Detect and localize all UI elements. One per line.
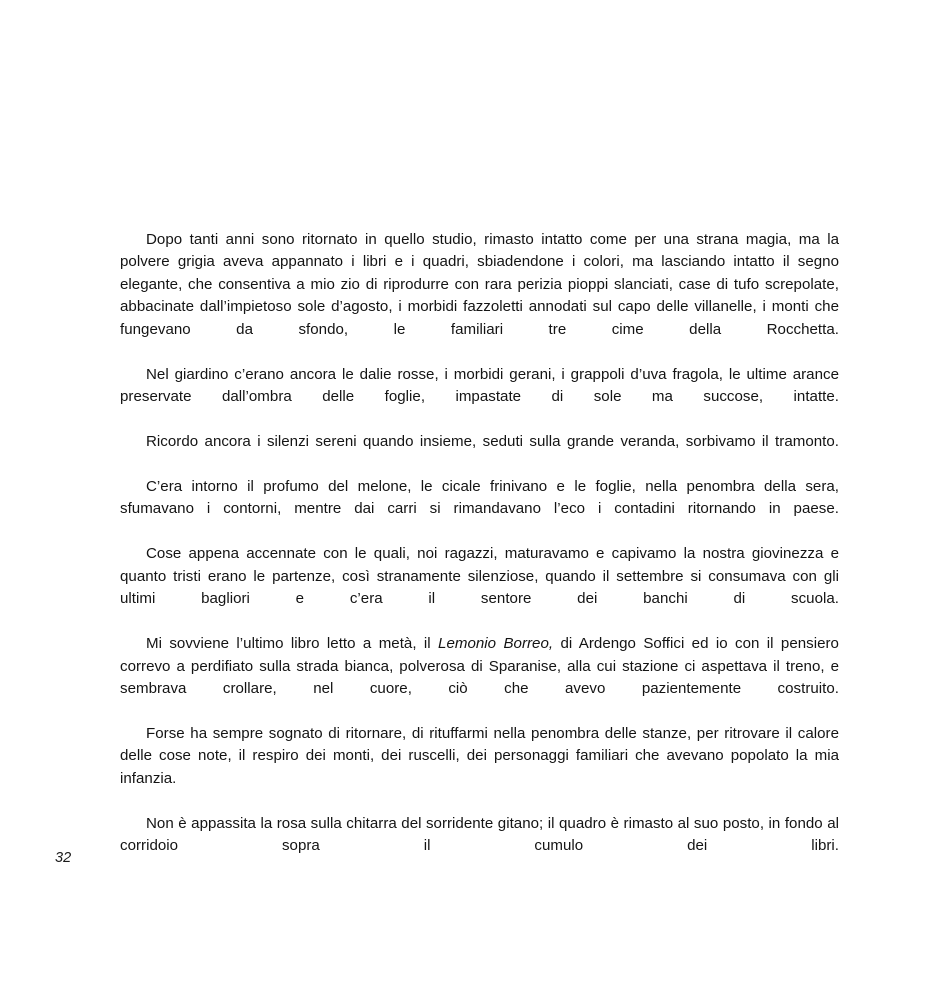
- page-number: 32: [55, 850, 72, 866]
- paragraph-6-lead-text: Mi sovviene l’ultimo libro letto a metà, il: [146, 635, 439, 653]
- paragraph-1: Dopo tanti anni sono ritornato in quello studio, rimasto intatto come per una strana magia, ma la polvere grigia aveva appannato i libri e i quadri, sbiadendone i colori, ma lasciando intatto il segno elegante, che consentiva a mio zio di riprodurre con rara perizia pioppi slanciati, case di tufo screpolate, abbacinate dall’impietoso sole d’agosto, i morbidi fazzoletti annodati sul capo delle villanelle, i monti che fungevano da sfondo, le familiari tre cime della Rocchetta.: [120, 231, 839, 338]
- page-text-block: [120, 229, 839, 880]
- paragraph-4: C’era intorno il profumo del melone, le cicale frinivano e le foglie, nella penombra della sera, sfumavano i contorni, mentre dai carri si rimandavano l’eco i contadini ritornando in paese.: [120, 477, 839, 518]
- book-title-lemonio-borreo: Lemonio Borreo,: [438, 635, 554, 653]
- paragraph-5: Cose appena accennate con le quali, noi ragazzi, maturavamo e capivamo la nostra giovinezza e quanto tristi erano le partenze, così stranamente silenziose, quando il settembre si consumava con gli ultimi bagliori e c’era il sentore dei banchi di scuola.: [120, 545, 839, 608]
- paragraph-6: [120, 633, 839, 723]
- paragraph-3: Ricordo ancora i silenzi sereni quando insieme, seduti sulla grande veranda, sorbivamo il tramonto.: [146, 433, 839, 451]
- paragraph-2: Nel giardino c’erano ancora le dalie rosse, i morbidi gerani, i grappoli d’uva fragola, le ultime arance preservate dall’ombra delle foglie, impastate di sole ma succose, intatte.: [120, 365, 839, 406]
- paragraph-6-tail-text: di Ardengo Soffici ed io con il pensiero correvo a perdifiato sulla strada bianca, polverosa di Sparanise, alla cui stazione ci aspettava il treno, e sembrava crollare, nel cuore, ciò che avevo pazientemente costruito.: [120, 635, 839, 698]
- paragraph-7: Forse ha sempre sognato di ritornare, di rituffarmi nella penombra delle stanze, per ritrovare il calore delle cose note, il respiro dei monti, dei ruscelli, dei personaggi familiari che avevano popolato la mia infanzia.: [120, 724, 839, 787]
- paragraph-8: Non è appassita la rosa sulla chitarra del sorridente gitano; il quadro è rimasto al suo posto, in fondo al corridoio sopra il cumulo dei libri.: [120, 814, 839, 855]
